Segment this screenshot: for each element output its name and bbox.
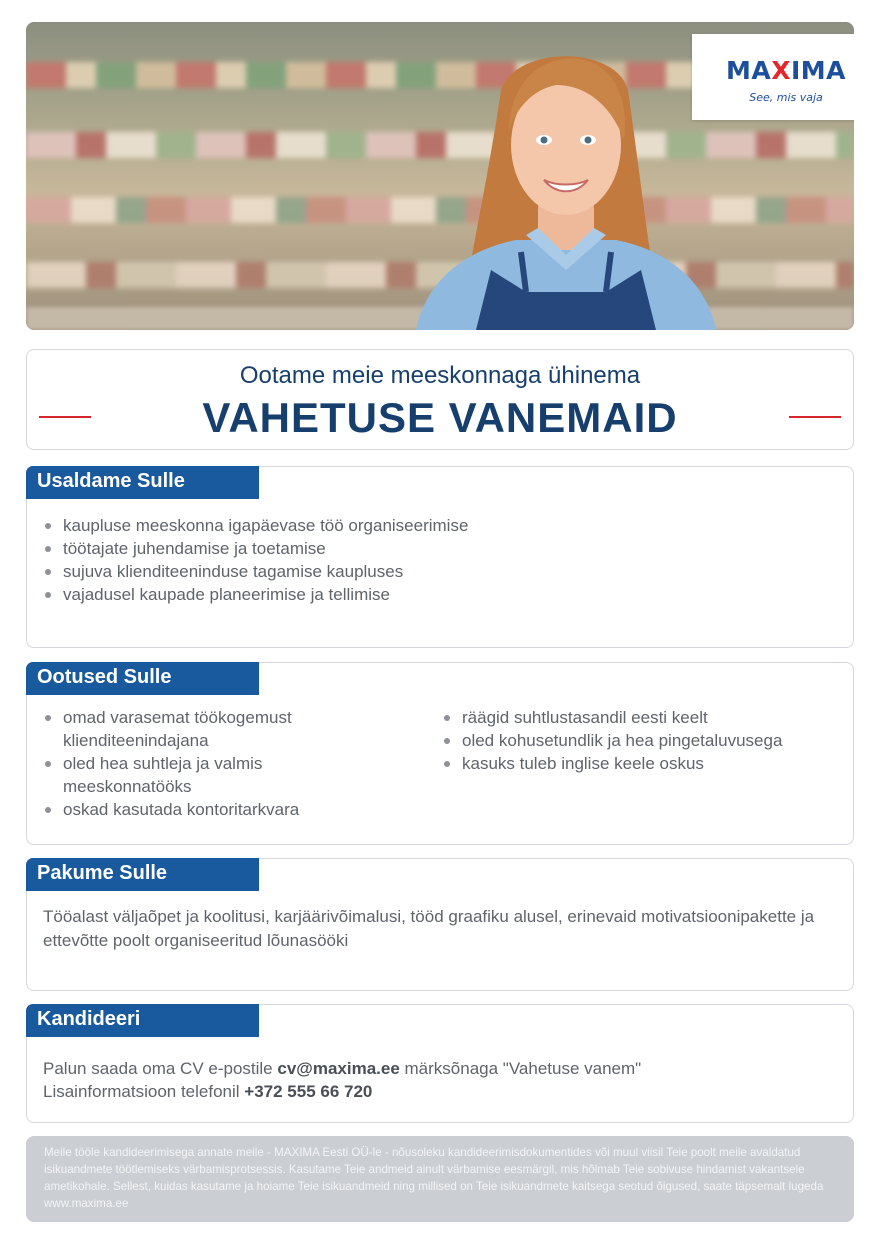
section-heading: Usaldame Sulle: [26, 466, 259, 499]
list-item: oled kohusetundlik ja hea pingetaluvusega: [442, 729, 842, 752]
list-item: kaupluse meeskonna igapäevase töö organiseerimise: [43, 514, 823, 537]
phone-number[interactable]: +372 555 66 720: [244, 1082, 373, 1101]
requirements-list-right: [442, 706, 842, 775]
maxima-logo: [692, 34, 854, 120]
logo-wordmark: MAXIMA: [725, 56, 847, 85]
section-apply: [26, 1004, 854, 1123]
list-item: vajadusel kaupade planeerimise ja tellimise: [43, 583, 823, 606]
apply-line-2: Lisainformatsioon telefonil +372 555 66 720: [43, 1082, 373, 1101]
list-item: kasuks tuleb inglise keele oskus: [442, 752, 842, 775]
email-link[interactable]: cv@maxima.ee: [277, 1059, 400, 1078]
list-item: omad varasemat töökogemust klienditeenindajana: [43, 706, 363, 752]
list-item: oled hea suhtleja ja valmis meeskonnatööks: [43, 752, 363, 798]
section-heading: Pakume Sulle: [26, 858, 259, 891]
employee-illustration: [406, 30, 726, 330]
job-title: VAHETUSE VANEMAID: [202, 394, 678, 441]
list-item: sujuva klienditeeninduse tagamise kaupluses: [43, 560, 823, 583]
privacy-notice: Meile tööle kandideerimisega annate meile - MAXIMA Eesti OÜ-le - nõusoleku kandideerimisdokumentides või muul viisil Teie poolt meile avaldatud isikuandmete töötlemiseks värbamisprotsessis. Kasutame Teie andmeid ainult värbamise eesmärgil, mis hõlmab Teie sobivuse hindamist vakantsele ametikohale. Sellest, kuidas kasutame ja hoiame Teie isikuandmeid ning millised on Teie isikuandmete kaitsega seotud õigused, saate täpsemalt lugeda www.maxima.ee: [26, 1136, 854, 1222]
decorative-divider: [789, 416, 841, 418]
section-benefits: [26, 858, 854, 991]
apply-text: [43, 1057, 823, 1103]
section-heading: Kandideeri: [26, 1004, 259, 1037]
section-responsibilities: [26, 466, 854, 648]
apply-line-1: Palun saada oma CV e-postile cv@maxima.ee märksõnaga "Vahetuse vanem": [43, 1059, 642, 1078]
section-heading: Ootused Sulle: [26, 662, 259, 695]
list-item: oskad kasutada kontoritarkvara: [43, 798, 363, 821]
section-requirements: [26, 662, 854, 845]
list-item: räägid suhtlustasandil eesti keelt: [442, 706, 842, 729]
benefits-text: Tööalast väljaõpet ja koolitusi, karjäärivõimalusi, tööd graafiku alusel, erinevaid motivatsioonipakette ja ettevõtte poolt organiseeritud lõunasööki: [43, 907, 815, 950]
logo-tagline: See, mis vaja: [749, 91, 823, 104]
headline-card: [26, 349, 854, 450]
headline-subtitle: Ootame meie meeskonnaga ühinema: [239, 362, 641, 389]
requirements-list-left: [43, 706, 363, 821]
responsibilities-list: [43, 514, 823, 606]
list-item: töötajate juhendamise ja toetamise: [43, 537, 823, 560]
hero-photo: [26, 22, 854, 330]
